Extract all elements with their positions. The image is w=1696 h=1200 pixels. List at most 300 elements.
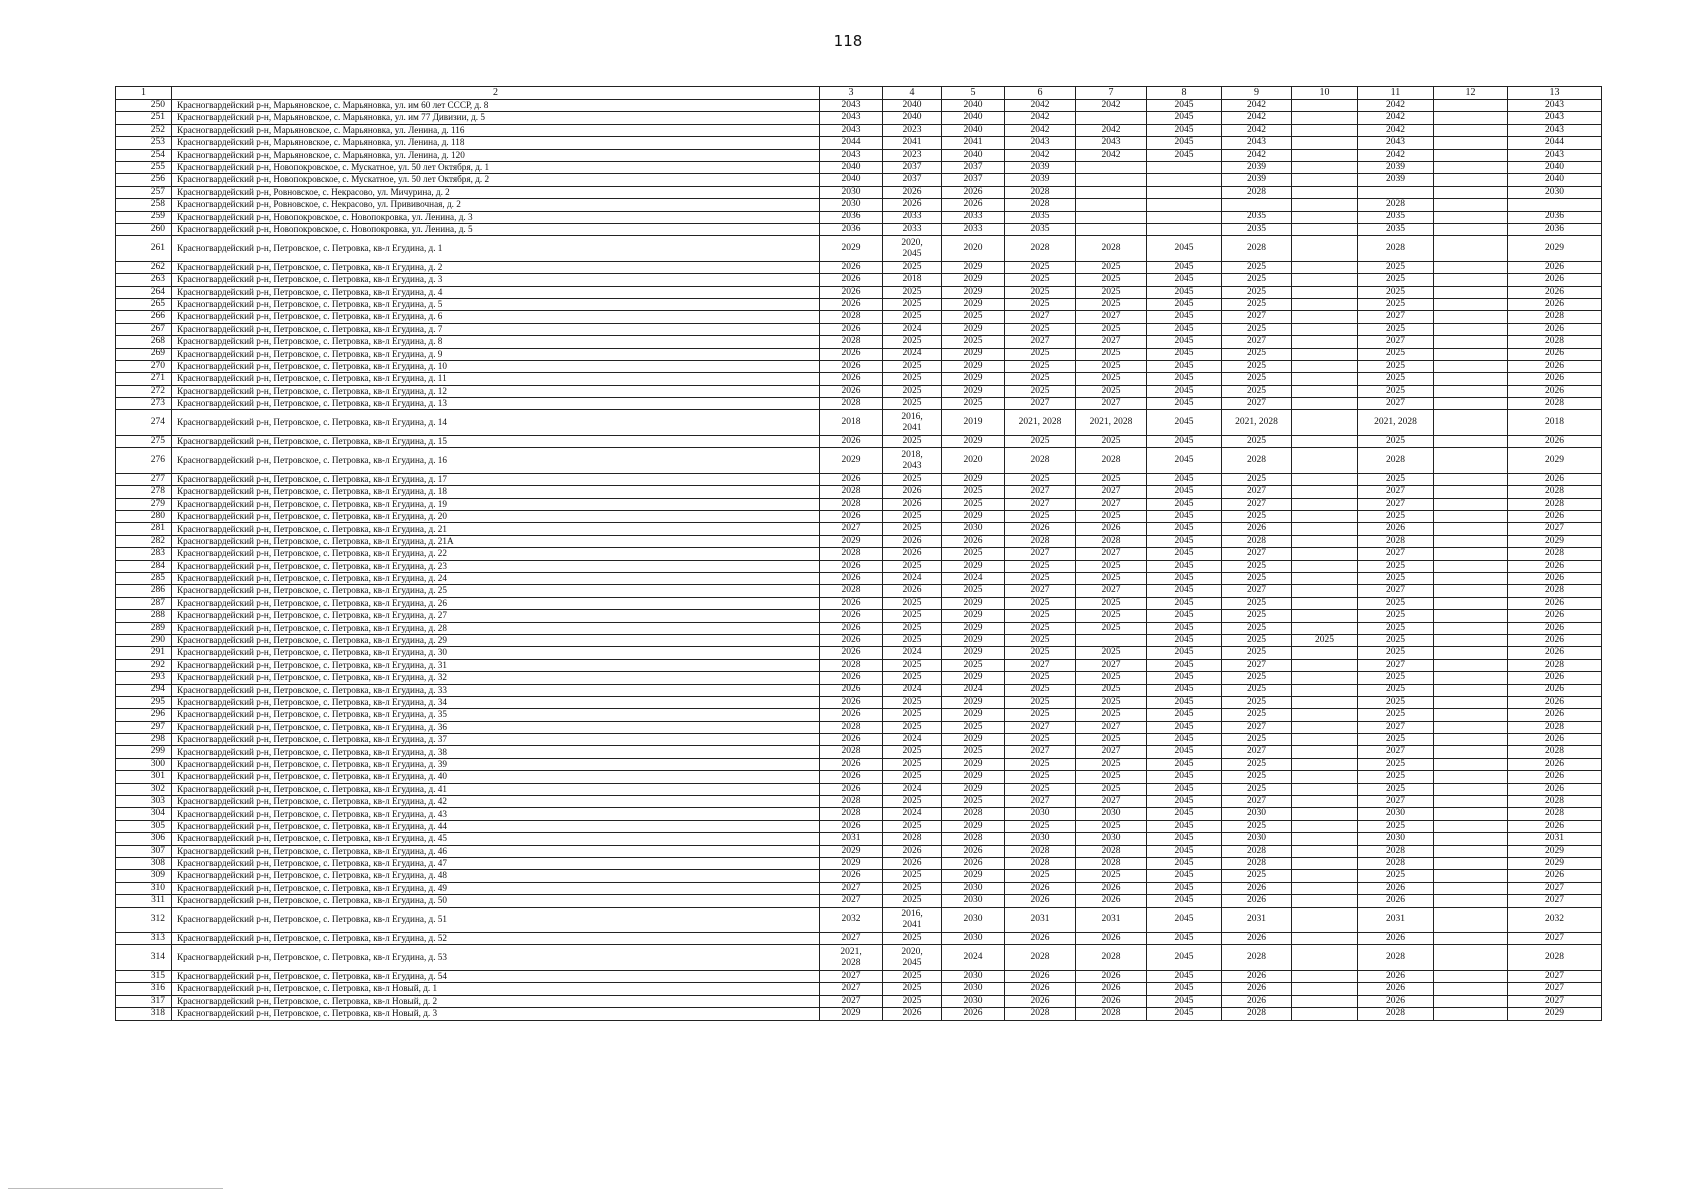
year-cell: 2025 [1005,758,1076,770]
year-cell: 2025 [883,298,942,310]
year-cell: 2020 [942,236,1005,262]
year-cell [1434,696,1508,708]
row-number: 304 [116,808,172,820]
row-number: 267 [116,323,172,335]
year-cell: 2026 [1508,435,1602,447]
year-cell [1434,585,1508,597]
address-cell: Красногвардейский р-н, Петровское, с. Петровка, кв-л Новый, д. 1 [172,983,820,995]
year-cell: 2025 [883,398,942,410]
year-cell: 2021, 2028 [820,945,883,971]
year-cell: 2025 [1076,298,1147,310]
year-cell: 2025 [1076,373,1147,385]
address-cell: Красногвардейский р-н, Петровское, с. Петровка, кв-л Егудина, д. 38 [172,746,820,758]
year-cell: 2026 [1508,473,1602,485]
year-cell [1076,186,1147,198]
year-cell: 2026 [883,548,942,560]
year-cell [1076,634,1147,646]
table-row [116,945,1602,971]
year-cell: 2042 [1222,112,1292,124]
year-cell: 2025 [883,771,942,783]
table-row [116,1008,1602,1020]
address-cell: Красногвардейский р-н, Петровское, с. Петровка, кв-л Новый, д. 2 [172,995,820,1007]
year-cell: 2026 [1508,560,1602,572]
year-cell: 2025 [942,498,1005,510]
year-cell [1147,223,1222,235]
table-row [116,161,1602,173]
year-cell: 2040 [942,149,1005,161]
year-cell: 2030 [1005,833,1076,845]
year-cell: 2025 [1005,597,1076,609]
year-cell: 2025 [1222,647,1292,659]
address-cell: Красногвардейский р-н, Петровское, с. Петровка, кв-л Егудина, д. 21А [172,535,820,547]
row-number: 283 [116,548,172,560]
year-cell [1434,573,1508,585]
row-number: 315 [116,970,172,982]
year-cell: 2028 [820,659,883,671]
address-cell: Красногвардейский р-н, Новопокровское, с. Новопокровка, ул. Ленина, д. 3 [172,211,820,223]
year-cell: 2028 [1076,236,1147,262]
address-cell: Красногвардейский р-н, Петровское, с. Петровка, кв-л Егудина, д. 46 [172,845,820,857]
year-cell: 2026 [1005,970,1076,982]
year-cell: 2025 [1076,870,1147,882]
year-cell: 2030 [820,199,883,211]
year-cell: 2027 [1508,882,1602,894]
year-cell: 2026 [942,1008,1005,1020]
year-cell: 2025 [1222,610,1292,622]
row-number: 294 [116,684,172,696]
year-cell: 2027 [1076,486,1147,498]
year-cell [1434,211,1508,223]
year-cell: 2025 [1222,597,1292,609]
year-cell: 2025 [942,585,1005,597]
year-cell: 2027 [1222,548,1292,560]
year-cell: 2025 [1076,783,1147,795]
year-cell [1292,783,1358,795]
year-cell: 2027 [1222,796,1292,808]
year-cell: 2030 [1222,808,1292,820]
year-cell: 2026 [820,597,883,609]
year-cell: 2029 [942,672,1005,684]
year-cell [1292,473,1358,485]
row-number: 279 [116,498,172,510]
year-cell [1076,161,1147,173]
year-cell: 2026 [1508,758,1602,770]
year-cell: 2027 [1222,498,1292,510]
year-cell [1434,970,1508,982]
year-cell [1292,857,1358,869]
year-cell: 2027 [820,523,883,535]
year-cell [1292,1008,1358,1020]
year-cell: 2024 [942,684,1005,696]
table-row [116,435,1602,447]
year-cell: 2025 [1076,734,1147,746]
year-cell [1292,112,1358,124]
address-cell: Красногвардейский р-н, Петровское, с. Петровка, кв-л Егудина, д. 54 [172,970,820,982]
table-row [116,486,1602,498]
year-cell: 2045 [1147,535,1222,547]
year-cell: 2025 [1358,286,1434,298]
address-cell: Красногвардейский р-н, Петровское, с. Петровка, кв-л Егудина, д. 33 [172,684,820,696]
year-cell: 2025 [883,933,942,945]
year-cell: 2045 [1147,573,1222,585]
address-cell: Красногвардейский р-н, Петровское, с. Петровка, кв-л Егудина, д. 20 [172,511,820,523]
table-row [116,746,1602,758]
year-cell: 2026 [1508,286,1602,298]
table-row [116,211,1602,223]
year-cell: 2025 [883,336,942,348]
year-cell: 2029 [942,783,1005,795]
year-cell [1434,286,1508,298]
year-cell: 2026 [1508,274,1602,286]
year-cell: 2025 [1005,820,1076,832]
table-row [116,709,1602,721]
row-number: 307 [116,845,172,857]
year-cell: 2031 [1358,907,1434,933]
year-cell: 2030 [942,983,1005,995]
year-cell: 2025 [1076,684,1147,696]
year-cell: 2026 [1076,882,1147,894]
row-number: 269 [116,348,172,360]
year-cell: 2029 [942,771,1005,783]
year-cell: 2043 [1358,137,1434,149]
year-cell: 2025 [1076,758,1147,770]
year-cell: 2027 [1358,746,1434,758]
year-cell: 2045 [1147,597,1222,609]
year-cell [1434,870,1508,882]
year-cell: 2045 [1147,870,1222,882]
table-row [116,585,1602,597]
year-cell: 2032 [820,907,883,933]
year-cell: 2028 [1222,236,1292,262]
year-cell: 2028 [1005,857,1076,869]
year-cell: 2040 [883,112,942,124]
row-number: 301 [116,771,172,783]
address-cell: Красногвардейский р-н, Петровское, с. Петровка, кв-л Егудина, д. 11 [172,373,820,385]
year-cell [1292,236,1358,262]
year-cell: 2025 [1358,298,1434,310]
year-cell: 2018 [820,410,883,436]
row-number: 310 [116,882,172,894]
year-cell [1292,535,1358,547]
year-cell: 2026 [1358,983,1434,995]
year-cell: 2027 [1076,796,1147,808]
year-cell: 2025 [1076,348,1147,360]
year-cell: 2025 [883,796,942,808]
year-cell: 2035 [1222,211,1292,223]
year-cell: 2037 [883,161,942,173]
year-cell: 2021, 2028 [1358,410,1434,436]
year-cell: 2026 [1508,634,1602,646]
row-number: 252 [116,124,172,136]
year-cell: 2025 [883,672,942,684]
row-number: 257 [116,186,172,198]
year-cell: 2023 [883,149,942,161]
year-cell: 2042 [1358,100,1434,112]
row-number: 273 [116,398,172,410]
year-cell: 2027 [1358,486,1434,498]
row-number: 284 [116,560,172,572]
year-cell [1434,410,1508,436]
year-cell [1292,933,1358,945]
year-cell: 2029 [1508,857,1602,869]
year-cell: 2025 [1222,696,1292,708]
row-number: 268 [116,336,172,348]
year-cell: 2025 [1358,870,1434,882]
year-cell: 2044 [1508,137,1602,149]
row-number: 250 [116,100,172,112]
year-cell: 2025 [1005,261,1076,273]
year-cell [1434,511,1508,523]
row-number: 291 [116,647,172,659]
year-cell: 2026 [1222,882,1292,894]
year-cell: 2025 [1358,634,1434,646]
year-cell: 2026 [883,498,942,510]
address-cell: Красногвардейский р-н, Петровское, с. Петровка, кв-л Егудина, д. 26 [172,597,820,609]
year-cell: 2027 [1076,336,1147,348]
address-cell: Красногвардейский р-н, Петровское, с. Петровка, кв-л Егудина, д. 45 [172,833,820,845]
year-cell: 2025 [1005,323,1076,335]
year-cell [1076,211,1147,223]
year-cell: 2026 [820,634,883,646]
year-cell: 2025 [1222,758,1292,770]
year-cell: 2026 [1358,995,1434,1007]
year-cell: 2030 [1076,833,1147,845]
address-cell: Красногвардейский р-н, Петровское, с. Петровка, кв-л Егудина, д. 51 [172,907,820,933]
year-cell: 2025 [1358,820,1434,832]
year-cell: 2029 [820,845,883,857]
year-cell: 2045 [1147,286,1222,298]
address-cell: Красногвардейский р-н, Петровское, с. Петровка, кв-л Егудина, д. 21 [172,523,820,535]
year-cell [1292,684,1358,696]
year-cell: 2027 [1076,548,1147,560]
year-cell [1434,385,1508,397]
year-cell: 2025 [1358,758,1434,770]
year-cell: 2028 [1005,186,1076,198]
year-cell [1434,933,1508,945]
year-cell: 2024 [883,573,942,585]
year-cell: 2030 [1005,808,1076,820]
year-cell: 2025 [942,659,1005,671]
year-cell: 2029 [1508,845,1602,857]
year-cell: 2026 [1508,734,1602,746]
year-cell: 2026 [820,820,883,832]
year-cell: 2045 [1147,684,1222,696]
year-cell [1292,820,1358,832]
year-cell: 2045 [1147,548,1222,560]
year-cell: 2045 [1147,348,1222,360]
year-cell [1434,833,1508,845]
table-row [116,398,1602,410]
year-cell [1076,112,1147,124]
year-cell: 2028 [1076,535,1147,547]
year-cell: 2026 [820,323,883,335]
year-cell: 2026 [820,734,883,746]
year-cell: 2025 [883,746,942,758]
address-cell: Красногвардейский р-н, Петровское, с. Петровка, кв-л Егудина, д. 19 [172,498,820,510]
year-cell: 2025 [942,486,1005,498]
year-cell: 2025 [1222,385,1292,397]
year-cell: 2025 [1005,622,1076,634]
year-cell [1292,907,1358,933]
year-cell: 2028 [1508,336,1602,348]
year-cell: 2045 [1147,933,1222,945]
year-cell: 2027 [1005,548,1076,560]
year-cell: 2045 [1147,783,1222,795]
year-cell: 2029 [942,622,1005,634]
year-cell: 2026 [820,758,883,770]
year-cell: 2024 [942,945,1005,971]
row-number: 274 [116,410,172,436]
year-cell [1292,734,1358,746]
year-cell: 2029 [1508,448,1602,474]
year-cell: 2026 [1508,298,1602,310]
year-cell [1292,435,1358,447]
year-cell: 2025 [1358,373,1434,385]
address-cell: Красногвардейский р-н, Петровское, с. Петровка, кв-л Егудина, д. 37 [172,734,820,746]
year-cell: 2028 [1005,845,1076,857]
year-cell [1434,634,1508,646]
year-cell: 2045 [1147,236,1222,262]
year-cell: 2026 [1508,783,1602,795]
year-cell: 2026 [1076,995,1147,1007]
address-cell: Красногвардейский р-н, Петровское, с. Петровка, кв-л Егудина, д. 8 [172,336,820,348]
year-cell [1292,100,1358,112]
year-cell: 2045 [1147,511,1222,523]
row-number: 299 [116,746,172,758]
address-cell: Красногвардейский р-н, Марьяновское, с. Марьяновка, ул. им 60 лет СССР, д. 8 [172,100,820,112]
year-cell: 2025 [1222,634,1292,646]
year-cell [1292,124,1358,136]
year-cell [1292,348,1358,360]
year-cell: 2042 [1076,149,1147,161]
year-cell: 2029 [1508,236,1602,262]
address-cell: Красногвардейский р-н, Петровское, с. Петровка, кв-л Егудина, д. 32 [172,672,820,684]
address-cell: Красногвардейский р-н, Марьяновское, с. Марьяновка, ул. Ленина, д. 116 [172,124,820,136]
year-cell: 2043 [820,149,883,161]
year-cell [1292,945,1358,971]
table-row [116,385,1602,397]
year-cell: 2045 [1147,845,1222,857]
row-number: 314 [116,945,172,971]
year-cell: 2025 [1005,348,1076,360]
year-cell: 2028 [1005,199,1076,211]
year-cell: 2025 [1358,647,1434,659]
row-number: 262 [116,261,172,273]
year-cell: 2043 [1222,137,1292,149]
year-cell: 2026 [1358,523,1434,535]
year-cell: 2027 [1005,311,1076,323]
year-cell: 2026 [1222,933,1292,945]
year-cell: 2025 [1358,709,1434,721]
year-cell: 2027 [1508,895,1602,907]
year-cell: 2045 [1147,945,1222,971]
year-cell: 2042 [1005,112,1076,124]
year-cell: 2021, 2028 [1222,410,1292,436]
year-cell: 2039 [1005,161,1076,173]
year-cell: 2045 [1147,808,1222,820]
year-cell: 2025 [1222,820,1292,832]
year-cell: 2045 [1147,410,1222,436]
address-cell: Красногвардейский р-н, Петровское, с. Петровка, кв-л Егудина, д. 30 [172,647,820,659]
year-cell [1434,746,1508,758]
column-header-10: 10 [1292,87,1358,100]
year-cell: 2030 [1358,833,1434,845]
year-cell: 2025 [1005,286,1076,298]
year-cell [1434,983,1508,995]
year-cell: 2025 [883,634,942,646]
year-cell: 2042 [1076,124,1147,136]
year-cell: 2030 [942,523,1005,535]
table-row [116,137,1602,149]
year-cell [1508,199,1602,211]
year-cell [1434,360,1508,372]
year-cell [1434,734,1508,746]
year-cell: 2030 [942,995,1005,1007]
year-cell: 2030 [1508,186,1602,198]
year-cell: 2024 [883,783,942,795]
address-cell: Красногвардейский р-н, Петровское, с. Петровка, кв-л Егудина, д. 22 [172,548,820,560]
year-cell: 2043 [1508,100,1602,112]
year-cell [1434,758,1508,770]
table-body [116,100,1602,1021]
year-cell: 2027 [1508,523,1602,535]
year-cell: 2025 [1358,323,1434,335]
year-cell: 2025 [1358,360,1434,372]
year-cell: 2029 [820,448,883,474]
year-cell: 2026 [1508,870,1602,882]
year-cell [1292,709,1358,721]
row-number: 306 [116,833,172,845]
year-cell: 2027 [1005,398,1076,410]
year-cell: 2028 [1005,1008,1076,1020]
year-cell: 2026 [820,373,883,385]
year-cell: 2026 [1508,771,1602,783]
year-cell: 2026 [1508,684,1602,696]
year-cell: 2037 [942,174,1005,186]
year-cell [1434,1008,1508,1020]
year-cell [1434,348,1508,360]
year-cell: 2029 [942,435,1005,447]
row-number: 313 [116,933,172,945]
year-cell: 2026 [1508,696,1602,708]
year-cell: 2027 [1005,336,1076,348]
year-cell: 2028 [1508,721,1602,733]
year-cell: 2025 [1076,286,1147,298]
year-cell: 2027 [820,895,883,907]
year-cell: 2025 [1005,560,1076,572]
year-cell: 2026 [820,298,883,310]
year-cell: 2040 [820,174,883,186]
year-cell: 2045 [1147,435,1222,447]
year-cell: 2025 [942,721,1005,733]
address-cell: Красногвардейский р-н, Петровское, с. Петровка, кв-л Егудина, д. 50 [172,895,820,907]
table-row [116,758,1602,770]
year-cell: 2028 [1358,845,1434,857]
year-cell: 2040 [820,161,883,173]
table-row [116,223,1602,235]
year-cell: 2045 [1147,311,1222,323]
year-cell: 2026 [883,486,942,498]
year-cell: 2026 [820,360,883,372]
year-cell: 2028 [1076,857,1147,869]
year-cell: 2045 [1147,672,1222,684]
year-cell: 2045 [1147,647,1222,659]
year-cell: 2026 [1508,323,1602,335]
year-cell: 2028 [1508,585,1602,597]
table-row [116,186,1602,198]
year-cell [1434,298,1508,310]
year-cell: 2028 [1358,199,1434,211]
